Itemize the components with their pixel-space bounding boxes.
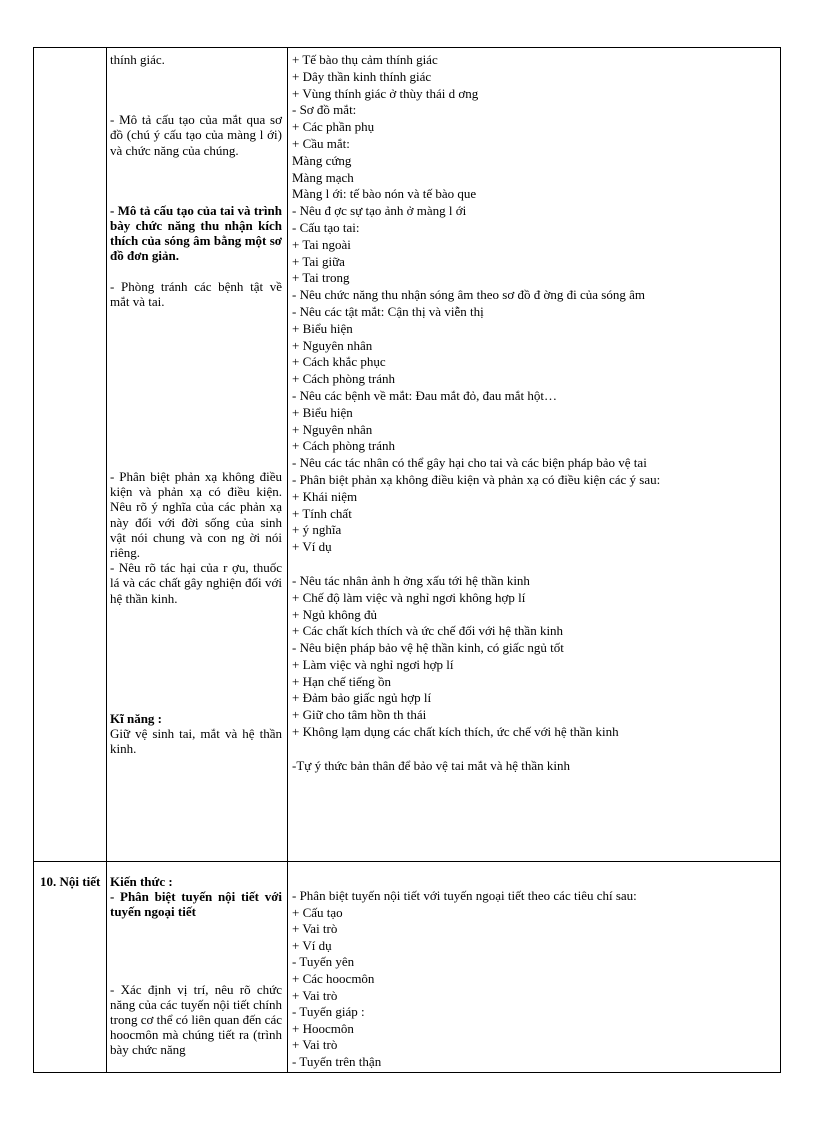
detail-line: - Nêu các bệnh về mắt: Đau mắt đỏ, đau mắt hột… <box>292 387 557 403</box>
detail-line: - Sơ đồ mắt: <box>292 102 357 118</box>
detail-line: + Cầu mắt: <box>292 135 350 151</box>
detail-line: + Làm việc và nghỉ ngơi hợp lí <box>292 656 454 672</box>
detail-line: + Vùng thính giác ở thùy thái d ơng <box>292 85 479 101</box>
detail-line: + Tính chất <box>292 505 352 521</box>
detail-line: - Phân biệt phản xạ không điều kiện và phản xạ có điều kiện các ý sau: <box>292 471 661 487</box>
detail-line: + Cách phòng tránh <box>292 438 396 454</box>
detail-line: + Các chất kích thích và ức chế đối với hệ thần kinh <box>292 623 564 639</box>
detail-line: + Ví dụ <box>292 937 332 953</box>
skills-text: Giữ vệ sinh tai, mắt và hệ thần kinh. <box>110 726 282 757</box>
detail-line: - Tuyến yên <box>292 954 355 970</box>
detail-line: - Nêu chức năng thu nhận sóng âm theo sơ đồ đ ờng đi của sóng âm <box>292 287 645 303</box>
detail-line: - Nêu đ ợc sự tạo ảnh ở màng l ới <box>292 203 467 219</box>
row-divider <box>34 861 780 862</box>
detail-line: + Chế độ làm việc và nghỉ ngơi không hợp lí <box>292 589 526 605</box>
detail-line: + Hạn chế tiếng ồn <box>292 673 392 689</box>
detail-line: + Ví dụ <box>292 539 332 555</box>
row2-details <box>292 888 778 1071</box>
topic-endocrine: 10. Nội tiết <box>40 874 101 889</box>
detail-line: + Giữ cho tâm hồn th thái <box>292 707 427 723</box>
objective-hormones: - Xác định vị trí, nêu rõ chức năng của các tuyến nội tiết chính trong cơ thể có liên quan đến các hoocmôn mà chúng tiết ra (trình bày chức năng <box>110 981 282 1058</box>
detail-line: + Đảm bảo giấc ngủ hợp lí <box>292 690 432 706</box>
detail-line: -Tự ý thức bản thân để bảo vệ tai mắt và hệ thần kinh <box>292 757 570 773</box>
detail-line: Màng mạch <box>292 169 354 185</box>
detail-line: - Nêu tác nhân ảnh h ởng xấu tới hệ thần kinh <box>292 572 530 588</box>
detail-line: + Biểu hiện <box>292 320 353 336</box>
detail-line: + Cách khắc phục <box>292 354 386 370</box>
detail-line: - Phân biệt tuyến nội tiết với tuyến ngoại tiết theo các tiêu chí sau: <box>292 888 637 903</box>
detail-line: + Nguyên nhân <box>292 337 373 353</box>
detail-line: + Tế bào thụ cảm thính giác <box>292 52 438 67</box>
row2-objectives <box>110 874 282 1058</box>
detail-line: + Vai trò <box>292 987 338 1003</box>
detail-line: + Không lạm dụng các chất kích thích, ức chế với hệ thần kinh <box>292 724 619 740</box>
column-divider-2 <box>287 48 288 1072</box>
detail-line: + Các phần phụ <box>292 119 375 135</box>
objective-eye-structure: - Mô tả cấu tạo của mắt qua sơ đồ (chú ý cấu tạo của màng l ới) và chức năng của chúng. <box>110 112 282 158</box>
detail-line: + Cấu tạo <box>292 904 343 920</box>
detail-line: + Nguyên nhân <box>292 421 373 437</box>
objective-text: thính giác. <box>110 52 165 67</box>
objective-reflexes: - Phân biệt phản xạ không điều kiện và phản xạ có điều kiện. Nêu rõ ý nghĩa của các phản xạ này đối với đời sống của sinh vật nói chung và con ng ời nói riêng. <box>110 469 282 561</box>
detail-line: - Tuyến giáp : <box>292 1004 365 1020</box>
detail-line: Màng cứng <box>292 152 352 168</box>
detail-line: + Tai ngoài <box>292 236 351 252</box>
skills-heading: Kĩ năng : <box>110 710 163 726</box>
curriculum-table <box>33 47 781 1073</box>
detail-line: - Cấu tạo tai: <box>292 219 360 235</box>
detail-line: Màng l ới: tế bào nón và tế bào que <box>292 186 477 202</box>
detail-line: - Nêu các tác nhân có thể gây hại cho tai và các biện pháp bảo vệ tai <box>292 455 647 471</box>
detail-line: - Nêu các tật mắt: Cận thị và viễn thị <box>292 303 484 319</box>
detail-line: + Ngủ không đủ <box>292 606 377 622</box>
objective-harmful-effects: - Nêu rõ tác hại của r ợu, thuốc lá và các chất gây nghiện đối với hệ thần kinh. <box>110 560 282 606</box>
detail-line: + Tai giữa <box>292 253 345 269</box>
objective-ear-structure: - Mô tả cấu tạo của tai và trình bày chức năng thu nhận kích thích của sóng âm bằng một sơ đồ đơn giản. <box>110 202 282 264</box>
row1-objectives <box>110 52 282 756</box>
detail-line: + Hoocmôn <box>292 1020 354 1036</box>
knowledge-heading: Kiến thức : <box>110 874 173 889</box>
detail-line: + Vai trò <box>292 1037 338 1053</box>
column-divider-1 <box>106 48 107 1072</box>
detail-line: + Các hoocmôn <box>292 970 375 986</box>
detail-line: + Cách phòng tránh <box>292 371 396 387</box>
detail-line: - Nêu biện pháp bảo vệ hệ thần kinh, có giấc ngủ tốt <box>292 640 564 656</box>
objective-gland-types: - Phân biệt tuyến nội tiết với tuyến ngoại tiết <box>110 889 282 920</box>
detail-line: + ý nghĩa <box>292 522 342 538</box>
detail-line: - Tuyến trên thận <box>292 1053 382 1069</box>
detail-line: + Vai trò <box>292 921 338 937</box>
detail-line: + Dây thần kinh thính giác <box>292 68 432 84</box>
detail-line: + Khái niệm <box>292 488 358 504</box>
detail-line: + Tai trong <box>292 270 350 286</box>
row1-details <box>292 52 778 775</box>
objective-prevention: - Phòng tránh các bệnh tật về mắt và tai. <box>110 278 282 309</box>
detail-line: + Biểu hiện <box>292 404 353 420</box>
